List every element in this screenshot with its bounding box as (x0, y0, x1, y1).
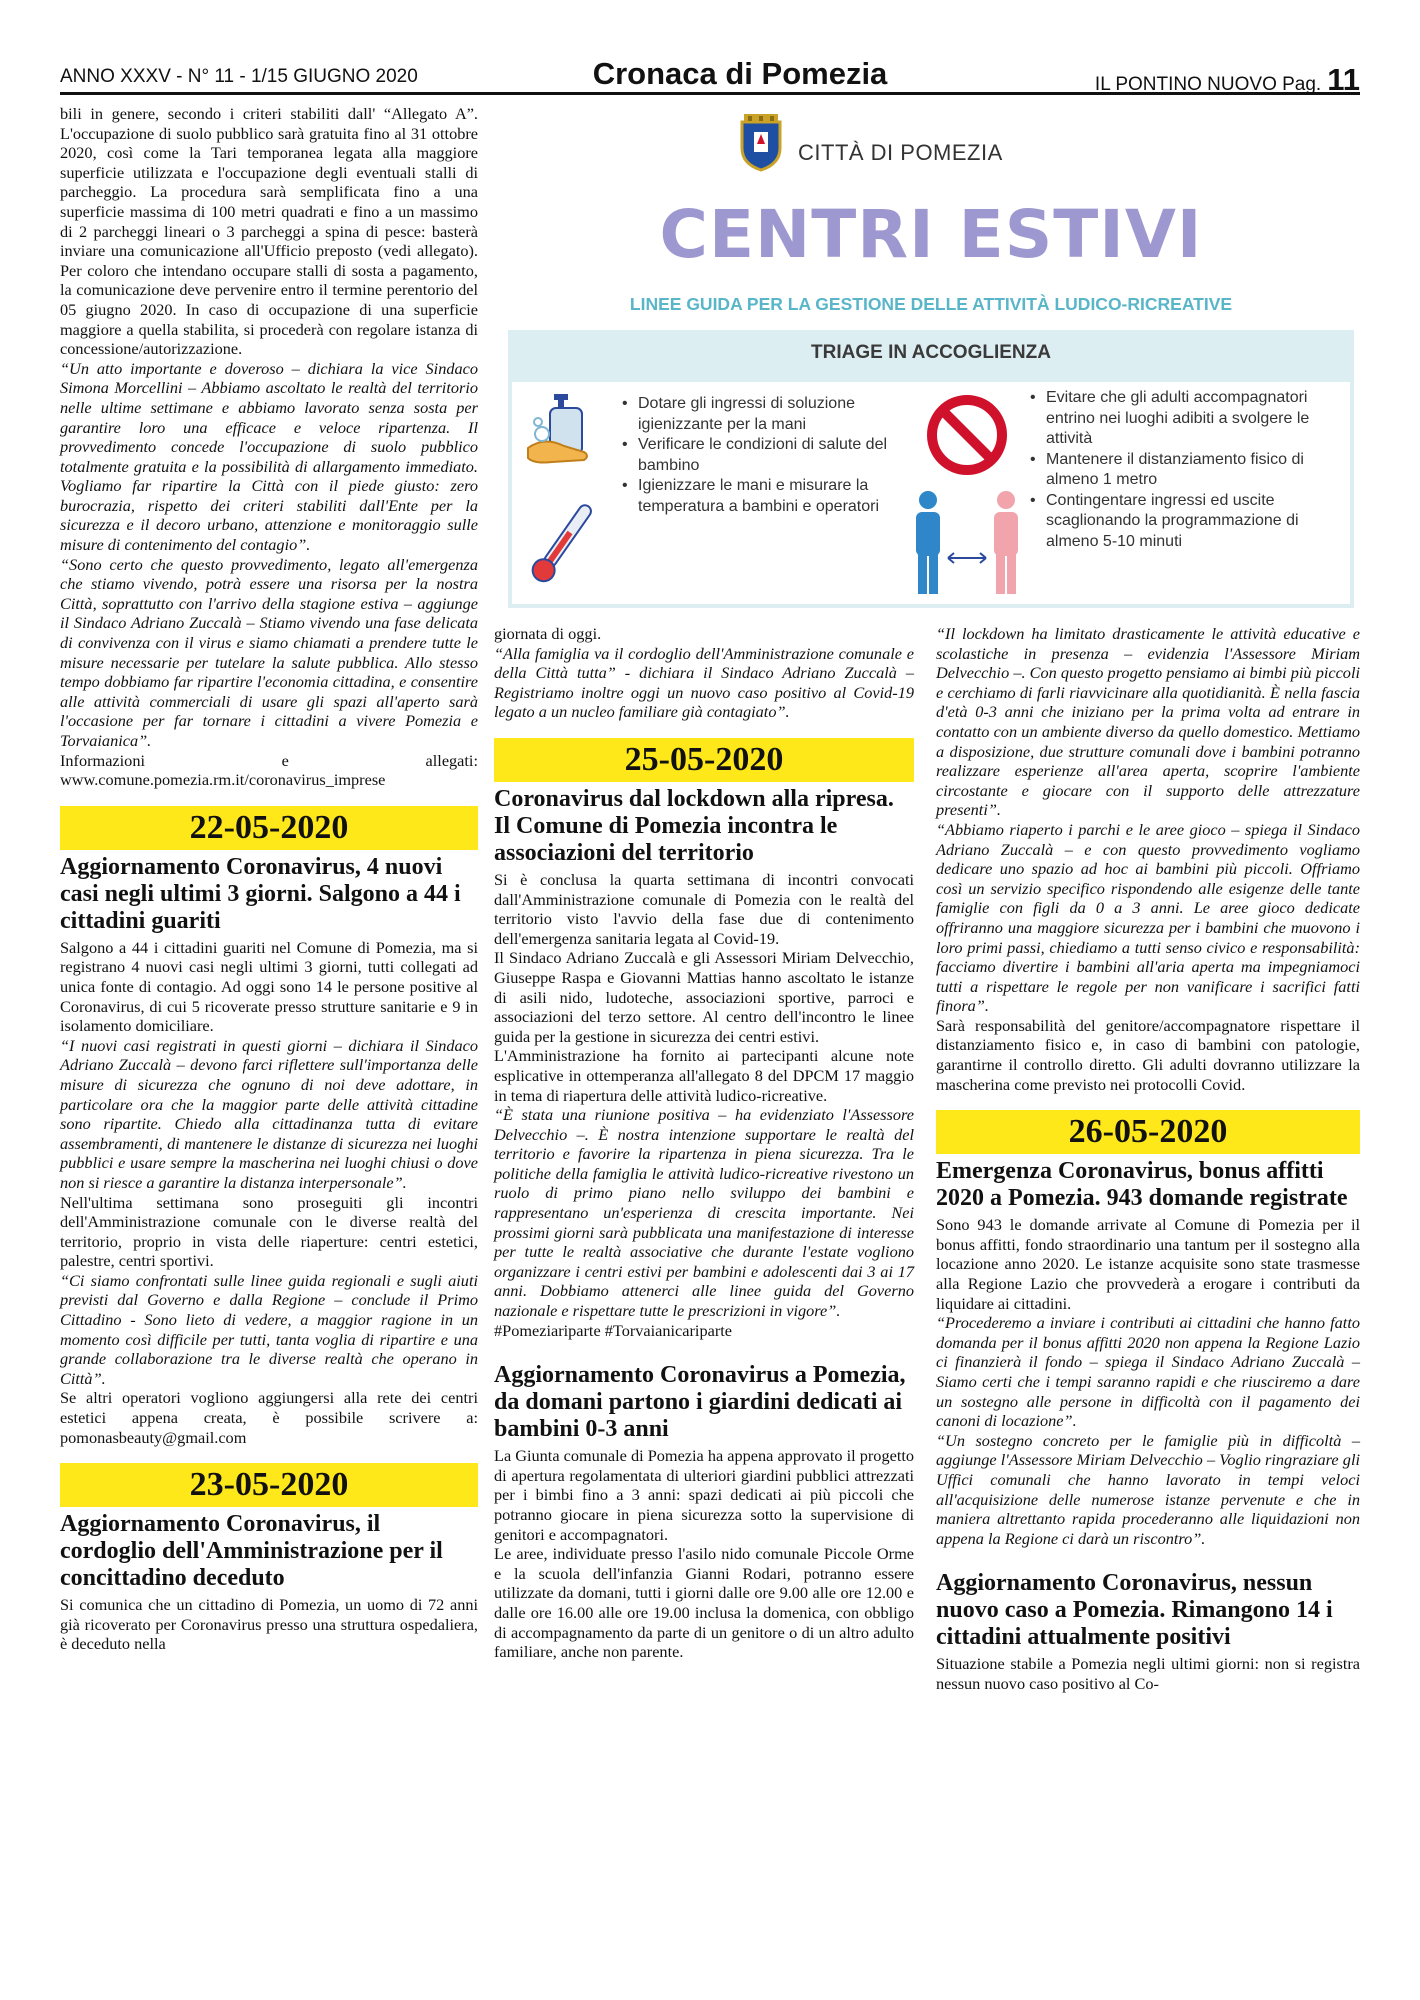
column-2 (494, 624, 914, 1662)
article-headline: Coronavirus dal lockdown alla ripresa. Il Comune di Pomezia incontra le associazioni del territorio (494, 785, 894, 866)
column-1 (60, 104, 478, 1654)
page-number: 11 (1327, 62, 1360, 97)
date-banner: 25-05-2020 (494, 738, 914, 782)
paragraph: “Abbiamo riaperto i parchi e le aree gioco – spiega il Sindaco Adriano Zuccalà – e con questo provvedimento vogliamo dedicare uno spazio ad hoc ai bambini più piccoli. Offriamo così un servizio specifico rispondendo alle esigenze delle tante famiglie con figli da 0 a 3 anni. Le aree gioco dedicate offriranno una maggiore sicurezza per i bambini che muovono i loro primi passi, chiediamo a tutti senso civico e responsabilità: facciamo divertire i bambini all'aria aperta ma impegniamoci tutti a rispettare le regole per non vanificare i sacrifici fatti finora”. (936, 819, 1360, 1016)
paragraph: “I nuovi casi registrati in questi giorni – dichiara il Sindaco Adriano Zuccalà – devono farci riflettere sull'importanza delle misure di sicurezza che ognuno di noi deve adottare, in particolare ora che la maggior parte delle attività cittadine sono ripartite. Chiedo alla cittadinanza tutta di evitare assembramenti, di mantenere le distanze di sicurezza nei luoghi pubblici e usare sempre la mascherina nei luoghi chiusi o dove non si riesce a garantire la distanza interpersonale”. (60, 1035, 478, 1192)
paragraph: “Un sostegno concreto per le famiglie più in difficoltà – aggiunge l'Assessore Miriam Delvecchio – Voglio ringraziare gli Uffici comunali che hanno lavorato in tempi veloci all'acquisizione delle numerose istanze pervenute e che in maniera altrettanto rapida procederanno alle liquidazioni non appena la Regione ci darà un riscontro”. (936, 1430, 1360, 1548)
paper-info (1095, 62, 1360, 98)
social-distance-icon (904, 488, 1030, 600)
info-link[interactable]: www.comune.pomezia.rm.it/coronavirus_imprese (60, 770, 386, 790)
paper-name: IL PONTINO NUOVO Pag. (1094, 74, 1322, 95)
paragraph: Le aree, individuate presso l'asilo nido comunale Piccole Orme e la scuola dell'infanzia Gianni Rodari, potranno essere utilizzate da domani, tutti i giorni dalle ore 9.00 alle ore 12.00 e dalle ore 16.00 alle ore 19.00 inclusa la domenica, con obbligo di accompagnamento da parte di un genitore o di un altro adulto familiare, anche non parente. (494, 1544, 914, 1662)
triage-right-list (1028, 388, 1346, 552)
article-headline: Aggiornamento Coronavirus, nessun nuovo caso a Pomezia. Rimangono 14 i cittadini attualmente positivi (936, 1570, 1333, 1651)
article-headline: Aggiornamento Coronavirus a Pomezia, da domani partono i giardini dedicati ai bambini 0-3 anni (494, 1362, 906, 1443)
column-3 (936, 624, 1360, 1694)
section-title: Cronaca di Pomezia (592, 56, 888, 91)
info-word: Informazioni (60, 750, 145, 770)
city-crest-icon (738, 114, 784, 172)
list-item: • Verificare le condizioni di salute del bambino (620, 435, 910, 476)
hand-sanitizer-icon (524, 390, 600, 472)
info-word: allegati: (425, 750, 478, 770)
list-item: • Mantenere il distanziamento fisico di almeno 1 metro (1028, 450, 1346, 491)
date-banner: 23-05-2020 (60, 1463, 478, 1507)
paragraph: La Giunta comunale di Pomezia ha appena approvato il progetto di apertura regolamentata di ulteriori giardini pubblici attrezzati per i bimbi fino a 3 anni: spazi dedicati ai più piccoli che potranno giocare in piena sicurezza sotto la supervisione di genitori e accompagnatori. (494, 1446, 915, 1544)
paragraph: Sarà responsabilità del genitore/accompagnatore rispettare il distanziamento fisico e, in caso di bambini con patologie, garantirne il controllo diretto. Gli adulti dovranno utilizzare la mascherina come previsto nei protocolli Covid. (936, 1015, 1360, 1094)
paragraph: bili in genere, secondo i criteri stabiliti dall' “Allegato A”. L'occupazione di suolo pubblico sarà gratuita fino al 31 ottobre 2020, così come la Tari temporanea legata alla maggiore superficie utilizzata e l'occupazione degli eventuali stalli di parcheggio. La procedura sarà semplificata fino a una superficie massima di 100 metri quadrati e fino a un massimo di 2 parcheggi lineari o 3 parcheggi a spina di pesce: basterà inviare una comunicazione all'Ufficio preposto (vedi allegato). Per coloro che intendano occupare stalli di sosta a pagamento, la comunicazione deve pervenire entro il termine perentorio del 05 giugno 2020. In caso di occupazione di una superficie maggiore a quella stabilita, si procederà con regolare istanza di concessione/autorizzazione. (60, 104, 478, 359)
list-item: • Igienizzare le mani e misurare la temperatura a bambini e operatori (620, 476, 910, 517)
article-headline: Emergenza Coronavirus, bonus affitti 2020 a Pomezia. 943 domande registrate (936, 1158, 1348, 1212)
triage-panel (508, 330, 1354, 608)
hashtags: #Pomeziariparte #Torvaianicariparte (494, 1320, 732, 1340)
page-header (60, 56, 1360, 95)
paragraph: “È stata una riunione positiva – ha evidenziato l'Assessore Delvecchio –. È nostra intenzione supportare le realtà del territorio e favorire la ripartenza in piena sicurezza. Tra le politiche della famiglia le attività ludico-ricreative rivestono un ruolo di primo piano nello sviluppo dei bambini e rappresentano un'esperienza di crescita importante. Nei prossimi giorni sarà pubblicata una manifestazione di interesse per tutte le realtà associative che durante l'estate vogliono organizzare i centri estivi per bambini e adolescenti dai 3 ai 17 anni. Dobbiamo attenerci alle linee guida del Governo nazionale e rispettare tutte le prescrizioni in vigore”. (494, 1105, 914, 1321)
list-item: • Evitare che gli adulti accompagnatori entrino nei luoghi adibiti a svolgere le attività (1028, 388, 1346, 450)
paragraph: giornata di oggi. (494, 624, 602, 643)
paragraph: “Sono certo che questo provvedimento, legato all'emergenza che stiamo vivendo, potrà essere una risorsa per la nostra Città, soprattutto con l'arrivo della stagione estiva – aggiunge il Sindaco Adriano Zuccalà – Stiamo vivendo una fase delicata di convivenza con il virus e siamo chiamati a prendere tutte le misure necessarie per tutelare la salute pubblica. Allo stesso tempo dobbiamo far ripartire l'economia cittadina, e consentire alle attività commerciali di usare gli spazi all'aperto sarà l'occasione per far tornare i cittadini a vivere Pomezia e Torvaianica”. (60, 554, 478, 750)
info-word: e (281, 750, 289, 770)
paragraph: “Un atto importante e doveroso – dichiara la vice Sindaco Simona Morcellini – Abbiamo ascoltato le realtà del territorio nelle ultime settimane e abbiamo lavorato senza sosta per garantire loro una efficace e veloce ripartenza. Il provvedimento concede l'occupazione di suolo pubblico totalmente gratuita e la possibilità di allargamento immediato. Vogliamo far ripartire la Città con il piede giusto: zero burocrazia, rispetto dei criteri stabiliti dall'Ente per la sicurezza e il decoro urbano, attenzione e monitoraggio sulle misure di contenimento del contagio”. (60, 358, 478, 555)
list-item: • Contingentare ingressi ed uscite scaglionando la programmazione di almeno 5-10 minuti (1028, 491, 1346, 553)
paragraph: Si comunica che un cittadino di Pomezia, un uomo di 72 anni già ricoverato per Coronavirus presso una struttura ospedaliera, è deceduto nella (60, 1595, 478, 1654)
paragraph: Si è conclusa la quarta settimana di incontri convocati dall'Amministrazione comunale di Pomezia con le realtà del territorio visto l'avvio della fase due di contenimento dell'emergenza sanitaria legata al Covid-19. (494, 869, 914, 948)
paragraph: “Procederemo a inviare i contributi ai cittadini che hanno fatto domanda per il bonus affitti 2020 non appena la Regione Lazio ci finanzierà il fondo – spiega il Sindaco Adriano Zuccalà – Siamo certi che i tempi saranno rapidi e che riusciremo a dare un sostegno alle persone in difficoltà con il pagamento dei canoni di locazione”. (936, 1313, 1360, 1431)
paragraph: Sono 943 le domande arrivate al Comune di Pomezia per il bonus affitti, fondo straordinario una tantum per il sostegno alla locazione anno 2020. Le istanze acquisite sono state trasmesse alla Regione Lazio che provvederà a erogare i contributi da liquidare ai cittadini. (936, 1215, 1360, 1313)
paragraph: Salgono a 44 i cittadini guariti nel Comune di Pomezia, ma si registrano 4 nuovi casi negli ultimi 3 giorni, tutti collegati ad unica fonte di contagio. Ad oggi sono 14 le persone positive al Coronavirus, di cui 5 ricoverate presso strutture sanitarie e 9 in isolamento domiciliare. (60, 937, 478, 1036)
no-entry-icon (926, 394, 1008, 476)
date-banner: 26-05-2020 (936, 1110, 1360, 1154)
paragraph: Situazione stabile a Pomezia negli ultimi giorni: non si registra nessun nuovo caso positivo al Co- (936, 1654, 1360, 1693)
date-banner: 22-05-2020 (60, 806, 478, 850)
paragraph: “Alla famiglia va il cordoglio dell'Amministrazione comunale e della Città tutta” - dichiara il Sindaco Adriano Zuccalà – Registriamo inoltre oggi un nuovo caso positivo al Covid-19 legato a un nucleo familiare già contagiato”. (494, 643, 914, 722)
issue-info: ANNO XXXV - N° 11 - 1/15 GIUGNO 2020 (60, 66, 418, 87)
paragraph: Il Sindaco Adriano Zuccalà e gli Assessori Miriam Delvecchio, Giuseppe Raspa e Giovanni Mattias hanno ascoltato le istanze di asili nido, ludoteche, associazioni sportive, parroci e associazioni del terzo settore. Al centro dell'incontro le linee guida per la gestione in sicurezza dei centri estivi. (494, 948, 914, 1046)
infographic-title: CENTRI ESTIVI (659, 196, 1203, 273)
triage-title: TRIAGE IN ACCOGLIENZA (811, 342, 1051, 363)
infographic-subtitle: LINEE GUIDA PER LA GESTIONE DELLE ATTIVITÀ LUDICO-RICREATIVE (629, 294, 1233, 314)
triage-content (512, 382, 1350, 604)
list-item: • Dotare gli ingressi di soluzione igienizzante per la mani (620, 394, 910, 435)
paragraph: L'Amministrazione ha fornito ai partecipanti alcune note esplicative in ottemperanza all'allegato 8 del DPCM 17 maggio in tema di riapertura delle attività ludico-ricreative. (494, 1046, 914, 1105)
article-headline: Aggiornamento Coronavirus, 4 nuovi casi negli ultimi 3 giorni. Salgono a 44 i cittadini guariti (60, 853, 461, 934)
article-headline: Aggiornamento Coronavirus, il cordoglio dell'Amministrazione per il concittadino deceduto (60, 1511, 443, 1592)
thermometer-icon (526, 494, 598, 594)
paragraph: “Ci siamo confrontati sulle linee guida regionali e sugli aiuti previsti dal Governo e dalla Regione – conclude il Primo Cittadino - Sono lieto di vedere, a maggior ragione in un momento così difficile per tutti, tanta voglia di ripartire e una grande collaborazione tra le diverse realtà che operano in Città”. (60, 1270, 478, 1388)
city-name: CITTÀ DI POMEZIA (798, 140, 1003, 165)
info-line (60, 751, 478, 771)
triage-left-list (620, 394, 910, 517)
paragraph: Se altri operatori vogliono aggiungersi alla rete dei centri estetici appena creata, è possibile scrivere a: pomonasbeauty@gmail.com (60, 1388, 478, 1447)
centri-estivi-infographic (502, 104, 1360, 610)
paragraph: “Il lockdown ha limitato drasticamente le attività educative e scolastiche in presenza – evidenzia l'Assessore Miriam Delvecchio –. Con questo progetto pensiamo ai bimbi più piccoli e cerchiamo di farli riavvicinare alla quotidianità. È nella fascia d'età 0-3 anni che iniziano per la prima volta ad entrare in contatto con un ambiente diverso da quello domestico. Mettiamo a disposizione, due strutture comunali dove i bambini potranno realizzare esperienze all'area aperta, scoprire l'ambiente circostante e giocare con il supporto delle attrezzature presenti”. (936, 624, 1360, 820)
paragraph: Nell'ultima settimana sono proseguiti gli incontri dell'Amministrazione comunale con le diverse realtà del territorio, proprio in vista delle riaperture: centri estetici, palestre, centri sportivi. (60, 1192, 478, 1271)
